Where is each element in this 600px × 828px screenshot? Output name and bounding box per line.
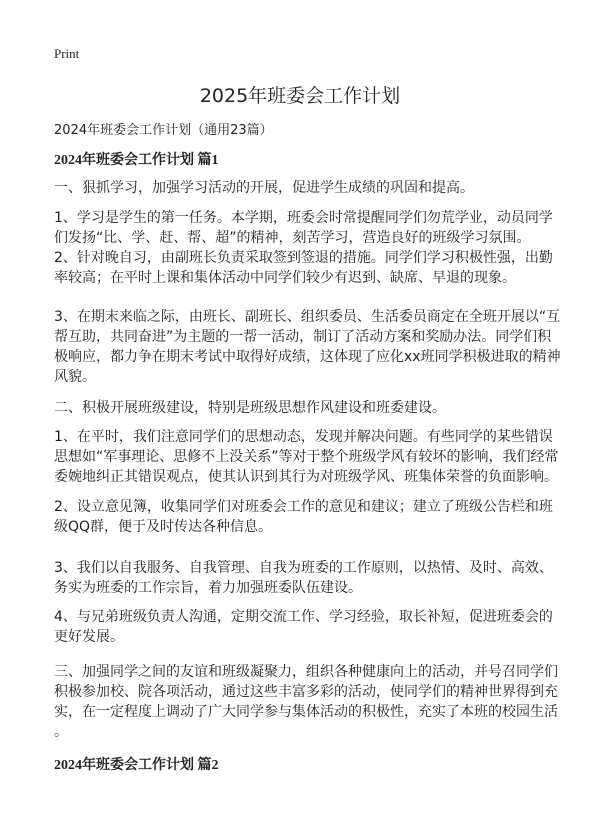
document-subtitle: 2024年班委会工作计划（通用23篇） <box>54 123 273 138</box>
paragraph-line: 。 <box>54 724 68 740</box>
paragraph-line: 率较高；在平时上课和集体活动中同学们较少有迟到、缺席、早退的现象。 <box>54 270 516 286</box>
print-link[interactable]: Print <box>54 46 80 61</box>
paragraph <box>54 178 554 198</box>
paragraph-line: 积极参加校、院各项活动，通过这些丰富多彩的活动，使同学们的精神世界得到充 <box>54 684 558 700</box>
paragraph-line: 1、学习是学生的第一任务。本学期，班委会时常提醒同学们勿荒学业，动员同学 <box>54 210 553 226</box>
page-title: 2025年班委会工作计划 <box>199 85 401 107</box>
paragraph-line: 务实为班委的工作宗旨，着力加强班委队伍建设。 <box>54 580 362 596</box>
paragraph <box>54 427 559 487</box>
paragraph-line: 更好发展。 <box>54 629 124 645</box>
paragraph <box>54 497 554 537</box>
paragraph-line: 极响应，都力争在期末考试中取得好成绩，这体现了应化xx班同学积极进取的精神 <box>54 349 561 365</box>
paragraph-line: 1、在平时，我们注意同学们的思想动态，发现并解决问题。有些同学的某些错误 <box>54 429 553 445</box>
paragraph <box>54 248 554 288</box>
paragraph-line: 3、在期末来临之际，由班长、副班长、组织委员、生活委员商定在全班开展以“互 <box>54 309 561 325</box>
paragraph-line: 4、与兄弟班级负责人沟通，定期交流工作、学习经验，取长补短，促进班委会的 <box>54 609 553 625</box>
section-heading-1: 2024年班委会工作计划 篇1 <box>54 153 219 168</box>
paragraph-line: 们发扬“比、学、赶、帮、超”的精神，刻苦学习，营造良好的班级学习氛围。 <box>54 230 531 246</box>
paragraph-line: 三、加强同学之间的友谊和班级凝聚力，组织各种健康向上的活动，并号召同学们 <box>54 664 558 680</box>
paragraph <box>54 398 554 418</box>
paragraph-line: 二、积极开展班级建设，特别是班级思想作风建设和班委建设。 <box>54 400 446 416</box>
paragraph-line: 风貌。 <box>54 369 96 385</box>
section-heading-2: 2024年班委会工作计划 篇2 <box>54 758 219 773</box>
paragraph <box>54 208 554 248</box>
paragraph-line: 3、我们以自我服务、自我管理、自我为班委的工作原则，以热情、及时、高效、 <box>54 560 553 576</box>
paragraph-line: 实，在一定程度上调动了广大同学参与集体活动的积极性，充实了本班的校园生活 <box>54 704 558 720</box>
paragraph-line: 2、设立意见簿，收集同学们对班委会工作的意见和建议；建立了班级公告栏和班 <box>54 499 553 515</box>
paragraph-line: 2、针对晚自习，由副班长负责采取签到签退的措施。同学们学习积极性强，出勤 <box>54 250 553 266</box>
paragraph-line: 委婉地纠正其错误观点，使其认识到其行为对班级学风、班集体荣誉的负面影响。 <box>54 469 558 485</box>
paragraph <box>54 558 554 598</box>
paragraph-line: 帮互助，共同奋进”为主题的一帮一活动，制订了活动方案和奖励办法。同学们积 <box>54 329 552 345</box>
paragraph-line: 一、狠抓学习，加强学习活动的开展，促进学生成绩的巩固和提高。 <box>54 180 474 196</box>
paragraph-line: 思想如“军事理论、思修不上没关系”等对于整个班级学风有较坏的影响，我们经常 <box>54 449 559 465</box>
paragraph <box>54 662 558 742</box>
paragraph <box>54 607 554 647</box>
paragraph <box>54 307 561 387</box>
paragraph-line: 级QQ群，便于及时传达各种信息。 <box>54 519 273 535</box>
